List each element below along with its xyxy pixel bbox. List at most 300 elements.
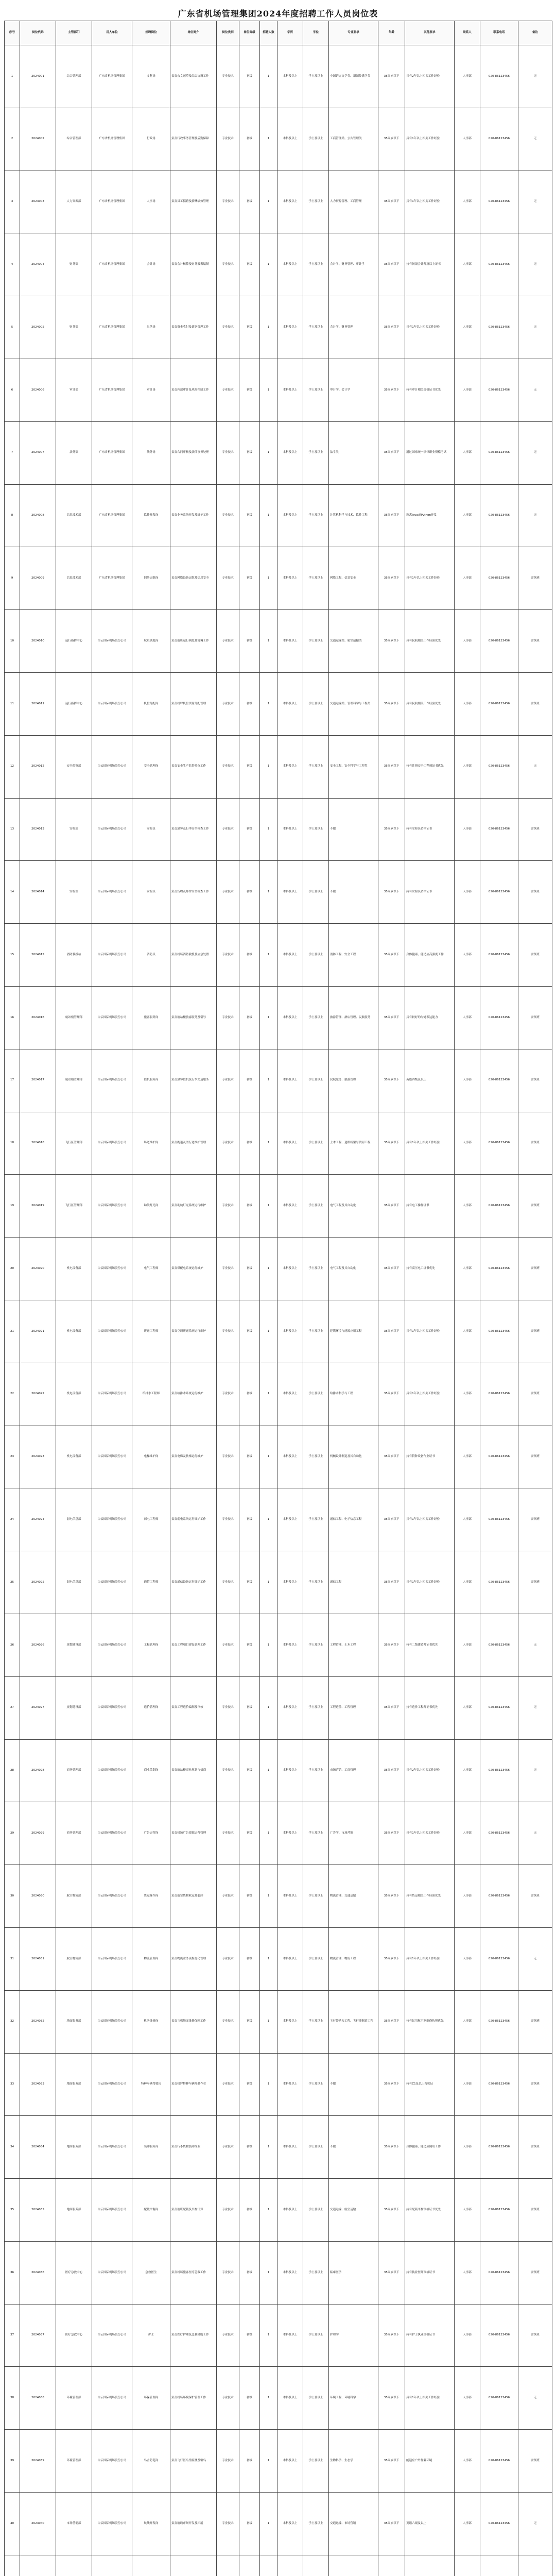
table-cell-org: 广东省机场管理集团: [92, 296, 132, 359]
table-cell-code: 2024017: [20, 1049, 56, 1112]
table-cell-req: 持有造价工程师证书优先: [405, 1676, 455, 1739]
table-cell-major: 法学类: [329, 421, 378, 484]
table-cell-desc: 负责资金收付及票据管理工作: [170, 296, 217, 359]
table-cell-req: 具有1年以上相关工作经验: [405, 1300, 455, 1363]
table-cell-level: 初级: [239, 986, 260, 1049]
table-cell-req: 通过国家统一法律职业资格考试: [405, 421, 455, 484]
table-cell-age: 35周岁以下: [378, 359, 405, 421]
table-cell-count: 1: [260, 547, 277, 610]
table-cell-dept: 安检站: [56, 798, 92, 861]
table-cell-dept: 医疗急救中心: [56, 2241, 92, 2304]
table-cell-org: 白云国际机场股份公司: [92, 1049, 132, 1112]
table-cell-dept: [56, 2555, 92, 2576]
table-cell-org: 白云国际机场股份公司: [92, 1300, 132, 1363]
table-cell-no: 2: [5, 108, 20, 171]
table-cell-code: 2024016: [20, 986, 56, 1049]
table-cell-degree: 学士及以上: [303, 1175, 329, 1238]
table-cell-category: 专业技术: [217, 1739, 239, 1802]
table-cell-post: 软件开发岗: [132, 484, 170, 547]
table-cell-degree: 学士及以上: [303, 1488, 329, 1551]
table-cell-org: 白云国际机场股份公司: [92, 861, 132, 924]
table-cell-edu: 本科及以上: [277, 798, 303, 861]
table-cell-note: 需倒班: [518, 798, 552, 861]
table-cell-major: 环境工程、环境科学: [329, 2367, 378, 2430]
table-cell-post: 会计岗: [132, 233, 170, 296]
table-cell-note: 需倒班: [518, 1300, 552, 1363]
table-cell-level: 初级: [239, 296, 260, 359]
table-cell-desc: [170, 2555, 217, 2576]
table-cell-req: 具有1年以上相关工作经验: [405, 108, 455, 171]
table-cell-dept: 法务部: [56, 421, 92, 484]
table-cell-level: 初级: [239, 2053, 260, 2116]
table-cell-contact: 人事部: [455, 672, 480, 735]
table-cell-post: 旅客服务岗: [132, 986, 170, 1049]
table-cell-org: 白云国际机场股份公司: [92, 2430, 132, 2493]
table-cell-req: 熟悉Java或Python开发: [405, 484, 455, 547]
table-cell-note: [518, 2555, 552, 2576]
table-cell-degree: 学士及以上: [303, 1990, 329, 2053]
table-cell-major: 交通运输类、管理科学与工程类: [329, 672, 378, 735]
table-cell-desc: 负责物流业务流程优化管理: [170, 1927, 217, 1990]
table-cell-no: 24: [5, 1488, 20, 1551]
table-row: [5, 2555, 552, 2576]
table-cell-count: 1: [260, 1990, 277, 2053]
table-cell-age: 35周岁以下: [378, 2179, 405, 2242]
table-cell-major: 通信工程: [329, 1551, 378, 1614]
table-cell-dept: 安全监察部: [56, 735, 92, 798]
table-cell-edu: 本科及以上: [277, 672, 303, 735]
table-cell-degree: 学士及以上: [303, 1363, 329, 1426]
table-row: [5, 1739, 552, 1802]
table-cell-count: 1: [260, 1551, 277, 1614]
table-cell-edu: [277, 2555, 303, 2576]
table-cell-category: 专业技术: [217, 2179, 239, 2242]
table-cell-code: 2024023: [20, 1426, 56, 1488]
table-cell-level: 初级: [239, 484, 260, 547]
table-cell-note: 无: [518, 2493, 552, 2555]
table-cell-note: 无: [518, 233, 552, 296]
table-row: [5, 421, 552, 484]
table-cell-post: 航线开发岗: [132, 2493, 170, 2555]
table-cell-degree: 学士及以上: [303, 45, 329, 108]
column-header: 序号: [5, 21, 20, 45]
table-cell-no: 37: [5, 2304, 20, 2367]
table-row: [5, 1363, 552, 1426]
table-cell-edu: 本科及以上: [277, 1865, 303, 1928]
table-cell-count: 1: [260, 2304, 277, 2367]
table-cell-contact: 人事部: [455, 2304, 480, 2367]
column-header: 学历: [277, 21, 303, 45]
table-cell-code: 2024035: [20, 2179, 56, 2242]
document-title: 广东省机场管理集团2024年度招聘工作人员岗位表: [178, 9, 378, 19]
table-cell-phone: 020-86123456: [480, 1426, 518, 1488]
table-cell-phone: 020-86123456: [480, 735, 518, 798]
table-cell-code: 2024001: [20, 45, 56, 108]
table-cell-category: 专业技术: [217, 1802, 239, 1865]
column-header: 联系人: [455, 21, 480, 45]
table-cell-phone: 020-86123456: [480, 421, 518, 484]
table-cell-major: 民航服务、旅游管理: [329, 1049, 378, 1112]
table-cell-phone: 020-86123456: [480, 1238, 518, 1300]
table-cell-category: 专业技术: [217, 2430, 239, 2493]
table-cell-phone: 020-86123456: [480, 924, 518, 987]
table-cell-edu: 本科及以上: [277, 1112, 303, 1175]
table-cell-post: 广告运营岗: [132, 1802, 170, 1865]
table-cell-post: 场道维护岗: [132, 1112, 170, 1175]
table-cell-age: 35周岁以下: [378, 45, 405, 108]
table-cell-desc: 负责网络设备运维及信息安全: [170, 547, 217, 610]
table-cell-desc: 负责航站楼旅客服务及引导: [170, 986, 217, 1049]
table-cell-note: 无: [518, 1739, 552, 1802]
table-cell-edu: 本科及以上: [277, 233, 303, 296]
table-cell-no: 9: [5, 547, 20, 610]
table-cell-category: [217, 2555, 239, 2576]
table-cell-no: 26: [5, 1614, 20, 1676]
table-cell-contact: 人事部: [455, 610, 480, 673]
table-cell-dept: 弱电信息部: [56, 1488, 92, 1551]
table-cell-note: 需倒班: [518, 1175, 552, 1238]
table-cell-major: [329, 2555, 378, 2576]
table-cell-age: 35周岁以下: [378, 1802, 405, 1865]
table-cell-contact: 人事部: [455, 2116, 480, 2179]
table-cell-dept: 地面服务部: [56, 1990, 92, 2053]
table-cell-category: 专业技术: [217, 1865, 239, 1928]
table-cell-count: 1: [260, 108, 277, 171]
table-cell-code: 2024036: [20, 2241, 56, 2304]
table-cell-category: 专业技术: [217, 45, 239, 108]
table-cell-contact: 人事部: [455, 2241, 480, 2304]
table-cell-major: 广告学、市场营销: [329, 1802, 378, 1865]
table-cell-category: 专业技术: [217, 171, 239, 233]
table-cell-code: 2024005: [20, 296, 56, 359]
table-cell-desc: 负责空调暖通系统运行维护: [170, 1300, 217, 1363]
table-cell-phone: 020-86123456: [480, 1927, 518, 1990]
table-cell-post: 护士: [132, 2304, 170, 2367]
table-cell-contact: 人事部: [455, 233, 480, 296]
table-cell-major: 交通运输、航空运输: [329, 2179, 378, 2242]
table-cell-post: 人事岗: [132, 171, 170, 233]
table-cell-org: 白云国际机场股份公司: [92, 1676, 132, 1739]
table-cell-degree: 学士及以上: [303, 421, 329, 484]
table-cell-note: 无: [518, 1676, 552, 1739]
table-cell-dept: 安检站: [56, 861, 92, 924]
table-cell-desc: 负责机场旅客医疗急救工作: [170, 2241, 217, 2304]
table-cell-level: 初级: [239, 45, 260, 108]
table-cell-major: 会计学、财务管理: [329, 296, 378, 359]
table-cell-edu: 本科及以上: [277, 296, 303, 359]
table-row: [5, 2241, 552, 2304]
table-cell-contact: 人事部: [455, 1676, 480, 1739]
table-cell-category: 专业技术: [217, 1551, 239, 1614]
table-cell-desc: 负责医疗护理及急救辅助工作: [170, 2304, 217, 2367]
table-cell-no: 29: [5, 1802, 20, 1865]
table-cell-contact: 人事部: [455, 1238, 480, 1300]
column-header: 年龄: [378, 21, 405, 45]
table-cell-count: 1: [260, 2053, 277, 2116]
table-cell-phone: 020-86123456: [480, 986, 518, 1049]
table-cell-no: 31: [5, 1927, 20, 1990]
table-cell-age: 35周岁以下: [378, 1865, 405, 1928]
table-cell-desc: 负责会计核算及财务报表编制: [170, 233, 217, 296]
table-cell-major: 电气工程及其自动化: [329, 1175, 378, 1238]
table-cell-level: 初级: [239, 1865, 260, 1928]
table-cell-dept: 机电设备部: [56, 1238, 92, 1300]
table-cell-dept: 地面服务部: [56, 2116, 92, 2179]
table-cell-contact: 人事部: [455, 1551, 480, 1614]
table-cell-major: 工商管理类、公共管理类: [329, 108, 378, 171]
table-cell-dept: 机电设备部: [56, 1426, 92, 1488]
table-cell-category: 专业技术: [217, 1990, 239, 2053]
table-cell-dept: 环境管理部: [56, 2367, 92, 2430]
table-cell-req: 具有较好的沟通表达能力: [405, 986, 455, 1049]
table-row: [5, 1990, 552, 2053]
table-cell-count: 1: [260, 484, 277, 547]
table-cell-age: 35周岁以下: [378, 108, 405, 171]
table-cell-category: 专业技术: [217, 798, 239, 861]
table-cell-count: 1: [260, 2116, 277, 2179]
table-cell-phone: 020-86123456: [480, 1676, 518, 1739]
table-cell-count: 1: [260, 1238, 277, 1300]
table-row: [5, 484, 552, 547]
table-cell-dept: 弱电信息部: [56, 1551, 92, 1614]
table-cell-code: 2024027: [20, 1676, 56, 1739]
table-cell-no: [5, 2555, 20, 2576]
table-cell-req: 具有1年以上相关工作经验: [405, 296, 455, 359]
table-cell-phone: 020-86123456: [480, 1739, 518, 1802]
table-cell-major: 护理学: [329, 2304, 378, 2367]
table-cell-no: 6: [5, 359, 20, 421]
table-cell-note: 需倒班: [518, 1865, 552, 1928]
table-cell-no: 27: [5, 1676, 20, 1739]
table-cell-count: [260, 2555, 277, 2576]
table-cell-edu: 本科及以上: [277, 1614, 303, 1676]
table-cell-code: 2024039: [20, 2430, 56, 2493]
table-cell-level: 初级: [239, 1927, 260, 1990]
table-cell-desc: 负责航班运行调度及协调工作: [170, 610, 217, 673]
table-cell-phone: 020-86123456: [480, 296, 518, 359]
table-cell-count: 1: [260, 1614, 277, 1676]
table-row: [5, 798, 552, 861]
table-cell-dept: 信息技术部: [56, 484, 92, 547]
table-cell-dept: 机电设备部: [56, 1300, 92, 1363]
table-cell-level: 初级: [239, 2304, 260, 2367]
table-cell-code: 2024018: [20, 1112, 56, 1175]
table-cell-post: 商业策划岗: [132, 1739, 170, 1802]
table-cell-degree: 学士及以上: [303, 359, 329, 421]
table-cell-edu: 本科及以上: [277, 171, 303, 233]
table-cell-desc: 负责旅客及行李安全检查工作: [170, 798, 217, 861]
table-cell-post: 机务维修岗: [132, 1990, 170, 2053]
table-cell-level: 初级: [239, 359, 260, 421]
table-cell-age: 35周岁以下: [378, 1739, 405, 1802]
table-cell-req: 具有2年以上相关工作经验: [405, 1739, 455, 1802]
table-cell-contact: 人事部: [455, 735, 480, 798]
table-cell-org: [92, 2555, 132, 2576]
table-cell-age: 35周岁以下: [378, 735, 405, 798]
table-cell-code: 2024038: [20, 2367, 56, 2430]
table-cell-code: 2024040: [20, 2493, 56, 2555]
table-cell-contact: 人事部: [455, 359, 480, 421]
table-cell-dept: 运行指挥中心: [56, 610, 92, 673]
table-header: [5, 21, 552, 45]
table-cell-no: 38: [5, 2367, 20, 2430]
table-cell-phone: 020-86123456: [480, 108, 518, 171]
table-cell-no: 28: [5, 1739, 20, 1802]
table-cell-dept: 机电设备部: [56, 1363, 92, 1426]
table-cell-age: 35周岁以下: [378, 861, 405, 924]
table-cell-level: 初级: [239, 1049, 260, 1112]
table-cell-degree: 学士及以上: [303, 108, 329, 171]
table-cell-dept: 医疗急救中心: [56, 2304, 92, 2367]
table-cell-note: 无: [518, 1802, 552, 1865]
table-cell-phone: 020-86123456: [480, 798, 518, 861]
table-cell-no: 39: [5, 2430, 20, 2493]
table-cell-contact: 人事部: [455, 924, 480, 987]
table-cell-post: 工程管理岗: [132, 1614, 170, 1676]
table-row: [5, 1238, 552, 1300]
table-cell-contact: 人事部: [455, 1112, 480, 1175]
table-cell-age: 35周岁以下: [378, 547, 405, 610]
table-cell-count: 1: [260, 296, 277, 359]
table-cell-desc: 负责旅客值机及行李交运服务: [170, 1049, 217, 1112]
table-cell-age: 35周岁以下: [378, 672, 405, 735]
table-cell-desc: 负责工程项目建设管理工作: [170, 1614, 217, 1676]
column-header: 岗位类别: [217, 21, 239, 45]
table-cell-code: 2024029: [20, 1802, 56, 1865]
table-cell-dept: 信息技术部: [56, 547, 92, 610]
table-cell-phone: 020-86123456: [480, 1802, 518, 1865]
table-row: [5, 1927, 552, 1990]
table-cell-phone: 020-86123456: [480, 359, 518, 421]
table-cell-level: 初级: [239, 2179, 260, 2242]
table-cell-age: 35周岁以下: [378, 1676, 405, 1739]
table-cell-edu: 本科及以上: [277, 1739, 303, 1802]
table-cell-category: 专业技术: [217, 421, 239, 484]
column-header: 其他要求: [405, 21, 455, 45]
table-cell-edu: 本科及以上: [277, 1300, 303, 1363]
table-cell-count: 1: [260, 1927, 277, 1990]
table-cell-note: 需倒班: [518, 924, 552, 987]
table-cell-org: 白云国际机场股份公司: [92, 1927, 132, 1990]
table-cell-no: 30: [5, 1865, 20, 1928]
table-cell-dept: 航空物流部: [56, 1927, 92, 1990]
column-header: 备注: [518, 21, 552, 45]
table-cell-org: 白云国际机场股份公司: [92, 2179, 132, 2242]
table-cell-degree: 学士及以上: [303, 1551, 329, 1614]
table-cell-post: 电梯维护岗: [132, 1426, 170, 1488]
table-cell-contact: 人事部: [455, 1614, 480, 1676]
table-cell-phone: 020-86123456: [480, 1865, 518, 1928]
table-cell-age: 35周岁以下: [378, 1363, 405, 1426]
table-cell-req: 持有审计相关资格证书优先: [405, 359, 455, 421]
table-cell-post: 机位分配岗: [132, 672, 170, 735]
table-cell-req: 持有电工操作证书: [405, 1175, 455, 1238]
table-cell-org: 白云国际机场股份公司: [92, 1739, 132, 1802]
table-cell-phone: 020-86123456: [480, 233, 518, 296]
table-row: [5, 359, 552, 421]
table-cell-post: 给排水工程师: [132, 1363, 170, 1426]
table-cell-org: 白云国际机场股份公司: [92, 986, 132, 1049]
table-cell-count: 1: [260, 1049, 277, 1112]
table-cell-age: 35周岁以下: [378, 2493, 405, 2555]
table-cell-age: 35周岁以下: [378, 2367, 405, 2430]
table-cell-code: 2024022: [20, 1363, 56, 1426]
table-row: [5, 2367, 552, 2430]
table-cell-code: 2024010: [20, 610, 56, 673]
table-cell-dept: 财务部: [56, 233, 92, 296]
table-cell-count: 1: [260, 1175, 277, 1238]
table-cell-degree: 学士及以上: [303, 484, 329, 547]
table-cell-degree: 学士及以上: [303, 1300, 329, 1363]
table-cell-org: 白云国际机场股份公司: [92, 610, 132, 673]
table-cell-org: 白云国际机场股份公司: [92, 2493, 132, 2555]
table-cell-note: 需倒班: [518, 1112, 552, 1175]
table-cell-desc: 负责助航灯光系统运行维护: [170, 1175, 217, 1238]
table-cell-degree: 学士及以上: [303, 1802, 329, 1865]
table-cell-level: 初级: [239, 233, 260, 296]
table-cell-count: 1: [260, 1488, 277, 1551]
table-cell-category: 专业技术: [217, 2116, 239, 2179]
table-row: [5, 1676, 552, 1739]
table-cell-age: 35周岁以下: [378, 2430, 405, 2493]
table-cell-note: 需倒班: [518, 547, 552, 610]
table-cell-code: 2024015: [20, 924, 56, 987]
table-cell-category: 专业技术: [217, 484, 239, 547]
table-cell-count: 1: [260, 2493, 277, 2555]
table-cell-req: 具有1年以上相关工作经验: [405, 1488, 455, 1551]
table-cell-no: 8: [5, 484, 20, 547]
table-cell-major: 消防工程、安全工程: [329, 924, 378, 987]
table-cell-degree: 学士及以上: [303, 798, 329, 861]
table-cell-count: 1: [260, 1739, 277, 1802]
table-cell-no: 32: [5, 1990, 20, 2053]
table-cell-major: 网络工程、信息安全: [329, 547, 378, 610]
table-cell-note: 需倒班: [518, 2179, 552, 2242]
table-cell-note: 需倒班: [518, 1426, 552, 1488]
table-row: [5, 547, 552, 610]
table-cell-age: 35周岁以下: [378, 1238, 405, 1300]
table-cell-age: 35周岁以下: [378, 1175, 405, 1238]
table-cell-level: 初级: [239, 2367, 260, 2430]
table-cell-note: 需倒班: [518, 1238, 552, 1300]
table-cell-count: 1: [260, 1802, 277, 1865]
table-cell-major: 土木工程、道路桥梁与渡河工程: [329, 1112, 378, 1175]
table-row: [5, 610, 552, 673]
table-cell-level: 初级: [239, 1488, 260, 1551]
table-cell-post: 行政岗: [132, 108, 170, 171]
table-cell-level: 初级: [239, 1175, 260, 1238]
table-cell-degree: 学士及以上: [303, 2493, 329, 2555]
table-cell-contact: 人事部: [455, 2179, 480, 2242]
table-cell-req: 持有安检员资格证书: [405, 798, 455, 861]
column-header: 专业要求: [329, 21, 378, 45]
table-row: [5, 672, 552, 735]
table-cell-desc: 负责飞机地面维修保障工作: [170, 1990, 217, 2053]
table-cell-post: 安全管理岗: [132, 735, 170, 798]
table-cell-major: 交通运输、市场营销: [329, 2493, 378, 2555]
table-cell-dept: 财务部: [56, 296, 92, 359]
table-cell-edu: 本科及以上: [277, 1990, 303, 2053]
table-row: [5, 1551, 552, 1614]
table-cell-no: 5: [5, 296, 20, 359]
table-cell-desc: 负责飞行区鸟情监测及驱鸟: [170, 2430, 217, 2493]
table-cell-note: 需倒班: [518, 2116, 552, 2179]
table-cell-degree: 学士及以上: [303, 1614, 329, 1676]
table-cell-req: 持有C1及以上驾驶证: [405, 2053, 455, 2116]
table-cell-org: 广东省机场管理集团: [92, 547, 132, 610]
table-cell-edu: 本科及以上: [277, 1802, 303, 1865]
table-cell-edu: 本科及以上: [277, 2367, 303, 2430]
